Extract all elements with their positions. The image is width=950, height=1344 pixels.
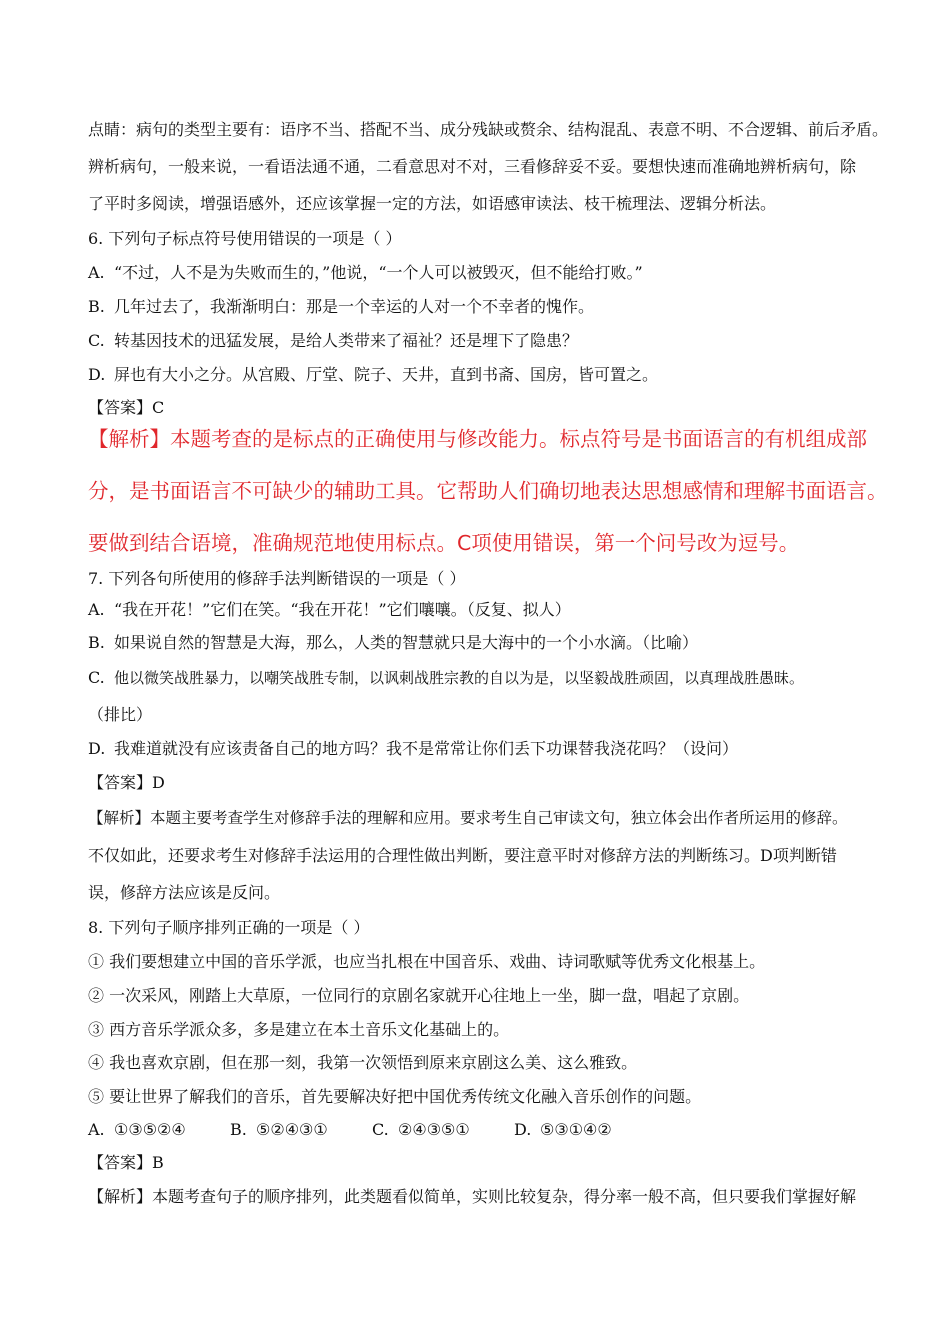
option-text: ⑤③①④② — [540, 1120, 612, 1139]
dianjing-line: 点睛：病句的类型主要有：语序不当、搭配不当、成分残缺或赘余、结构混乱、表意不明、不合逻辑、前后矛盾。 — [88, 120, 889, 139]
option-text: “我在开花！”它们在笑。“我在开花！”它们嚷嚷。（反复、拟人） — [114, 600, 571, 619]
question-7-analysis-line: 不仅如此，还要求考生对修辞手法运用的合理性做出判断，要注意平时对修辞方法的判断练习。D项判断错 — [88, 846, 837, 865]
question-8-options — [88, 1120, 890, 1140]
question-7-analysis-line: 误，修辞方法应该是反问。 — [88, 883, 281, 902]
question-8-stem: 8. 下列句子顺序排列正确的一项是（ ） — [88, 918, 370, 937]
option-label: B. — [230, 1120, 247, 1139]
question-6-analysis-line: 要做到结合语境，准确规范地使用标点。C项使用错误，第一个问号改为逗号。 — [88, 531, 800, 555]
question-7-answer: 【答案】D — [88, 773, 165, 792]
question-8-option-d — [514, 1120, 612, 1140]
option-text: 屏也有大小之分。从宫殿、厅堂、院子、天井，直到书斋、国房，皆可置之。 — [114, 365, 659, 384]
option-text: “不过，人不是为失败而生的，”他说，“一个人可以被毁灭，但不能给打败。” — [114, 263, 643, 282]
question-7-analysis-line: 【解析】本题主要考查学生对修辞手法的理解和应用。要求考生自己审读文句，独立体会出作者所运用的修辞。 — [88, 809, 848, 827]
option-text: 他以微笑战胜暴力，以嘲笑战胜专制，以讽刺战胜宗教的自以为是，以坚毅战胜顽固，以真理战胜愚昧。 — [114, 669, 805, 687]
question-8-sentence: ④ 我也喜欢京剧，但在那一刻，我第一次领悟到原来京剧这么美、这么雅致。 — [88, 1053, 638, 1072]
question-8-option-a — [88, 1120, 230, 1140]
option-label: A. — [88, 1120, 105, 1139]
option-label: B. — [88, 633, 105, 652]
question-7-option-c-continuation: （排比） — [88, 705, 153, 724]
dianjing-line: 辨析病句，一般来说，一看语法通不通，二看意思对不对，三看修辞妥不妥。要想快速而准确地辨析病句，除 — [88, 157, 857, 176]
question-8-option-b — [230, 1120, 372, 1140]
option-label: D. — [88, 365, 106, 384]
option-label: D. — [514, 1120, 532, 1139]
question-6-option-c — [88, 331, 890, 351]
question-8-option-c — [372, 1120, 514, 1140]
option-text: 如果说自然的智慧是大海，那么，人类的智慧就只是大海中的一个小水滴。（比喻） — [114, 633, 699, 652]
question-7-option-d — [88, 739, 890, 759]
question-6-analysis-line: 【解析】本题考查的是标点的正确使用与修改能力。标点符号是书面语言的有机组成部 — [88, 427, 867, 451]
option-label: C. — [372, 1120, 389, 1139]
option-text: ①③⑤②④ — [114, 1120, 186, 1139]
option-label: C. — [88, 331, 105, 350]
option-label: B. — [88, 297, 105, 316]
option-text: ②④③⑤① — [398, 1120, 470, 1139]
question-6-analysis-line: 分，是书面语言不可缺少的辅助工具。它帮助人们确切地表达思想感情和理解书面语言。 — [88, 479, 888, 503]
option-text: 转基因技术的迅猛发展，是给人类带来了福祉？还是埋下了隐患？ — [114, 331, 579, 350]
option-label: D. — [88, 739, 106, 758]
question-8-analysis-line: 【解析】本题考查句子的顺序排列，此类题看似简单，实则比较复杂，得分率一般不高，但只要我们掌握好解 — [88, 1187, 857, 1206]
option-text: ⑤②④③① — [256, 1120, 328, 1139]
question-7-stem: 7. 下列各句所使用的修辞手法判断错误的一项是（ ） — [88, 569, 466, 588]
question-6-answer: 【答案】C — [88, 398, 165, 417]
question-7-option-b — [88, 633, 890, 653]
question-8-sentence: ② 一次采风，刚踏上大草原，一位同行的京剧名家就开心往地上一坐，脚一盘，唱起了京剧。 — [88, 986, 750, 1005]
option-text: 几年过去了，我渐渐明白：那是一个幸运的人对一个不幸者的愧作。 — [114, 297, 595, 316]
option-label: C. — [88, 668, 105, 687]
question-6-option-d — [88, 365, 890, 385]
question-8-answer: 【答案】B — [88, 1153, 164, 1172]
dianjing-line: 了平时多阅读，增强语感外，还应该掌握一定的方法，如语感审读法、枝干梳理法、逻辑分析法。 — [88, 194, 777, 213]
question-6-option-b — [88, 297, 890, 317]
question-7-option-c — [88, 668, 890, 688]
option-label: A. — [88, 263, 105, 282]
question-6-stem: 6. 下列句子标点符号使用错误的一项是（ ） — [88, 229, 402, 248]
question-8-sentence: ⑤ 要让世界了解我们的音乐，首先要解决好把中国优秀传统文化融入音乐创作的问题。 — [88, 1087, 702, 1106]
question-8-sentence: ① 我们要想建立中国的音乐学派，也应当扎根在中国音乐、戏曲、诗词歌赋等优秀文化根基上。 — [88, 952, 766, 971]
question-6-option-a — [88, 263, 890, 283]
question-7-option-a — [88, 600, 890, 620]
option-label: A. — [88, 600, 105, 619]
option-text: 我难道就没有应该责备自己的地方吗？我不是常常让你们丢下功课替我浇花吗？（设问） — [114, 739, 739, 758]
question-8-sentence: ③ 西方音乐学派众多，多是建立在本土音乐文化基础上的。 — [88, 1020, 510, 1039]
